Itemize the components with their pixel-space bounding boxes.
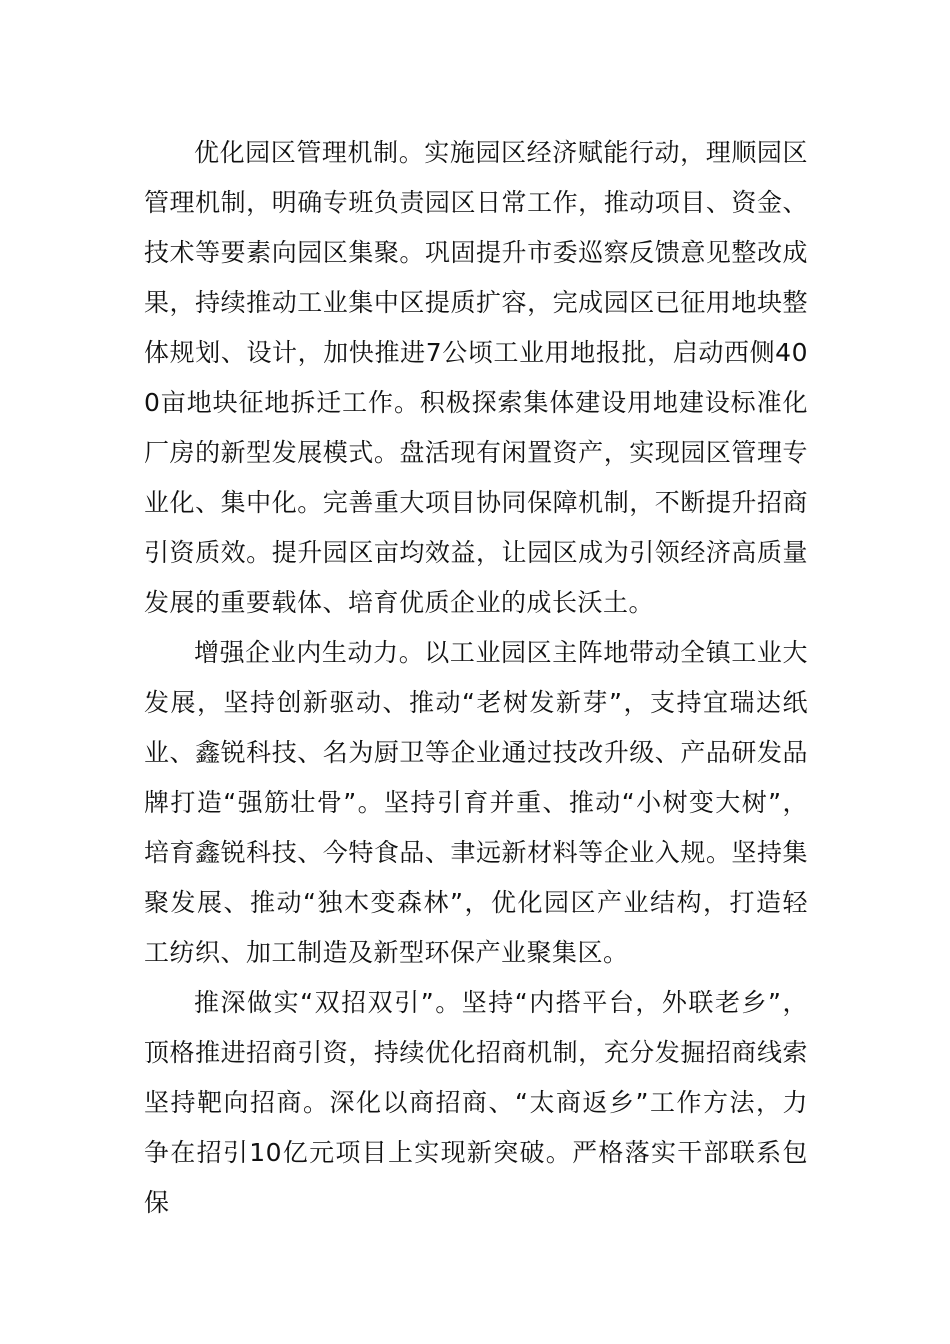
paragraph-enterprise-vitality: 增强企业内生动力。以工业园区主阵地带动全镇工业大发展，坚持创新驱动、推动“老树发新芽”，支持宜瑞达纸业、鑫锐科技、名为厨卫等企业通过技改升级、产品研发品牌打造“强筋壮骨”。坚持引育并重、推动“小树变大树”，培育鑫锐科技、今特食品、聿远新材料等企业入规。坚持集聚发展、推动“独木变森林”，优化园区产业结构，打造轻工纺织、加工制造及新型环保产业聚集区。 xyxy=(144,638,808,967)
paragraph-investment-attraction: 推深做实“双招双引”。坚持“内搭平台，外联老乡”，顶格推进招商引资，持续优化招商机制，充分发掘招商线索坚持靶向招商。深化以商招商、“太商返乡”工作方法，力争在招引10亿元项目上实现新突破。严格落实干部联系包保 xyxy=(144,988,808,1217)
paragraph-park-management: 优化园区管理机制。实施园区经济赋能行动，理顺园区管理机制，明确专班负责园区日常工作，推动项目、资金、技术等要素向园区集聚。巩固提升市委巡察反馈意见整改成果，持续推动工业集中区提质扩容，完成园区已征用地块整体规划、设计，加快推进7公顷工业用地报批，启动西侧400亩地块征地拆迁工作。积极探索集体建设用地建设标准化厂房的新型发展模式。盘活现有闲置资产，实现园区管理专业化、集中化。完善重大项目协同保障机制，不断提升招商引资质效。提升园区亩均效益，让园区成为引领经济高质量发展的重要载体、培育优质企业的成长沃土。 xyxy=(144,138,808,617)
document-body xyxy=(144,128,808,1228)
